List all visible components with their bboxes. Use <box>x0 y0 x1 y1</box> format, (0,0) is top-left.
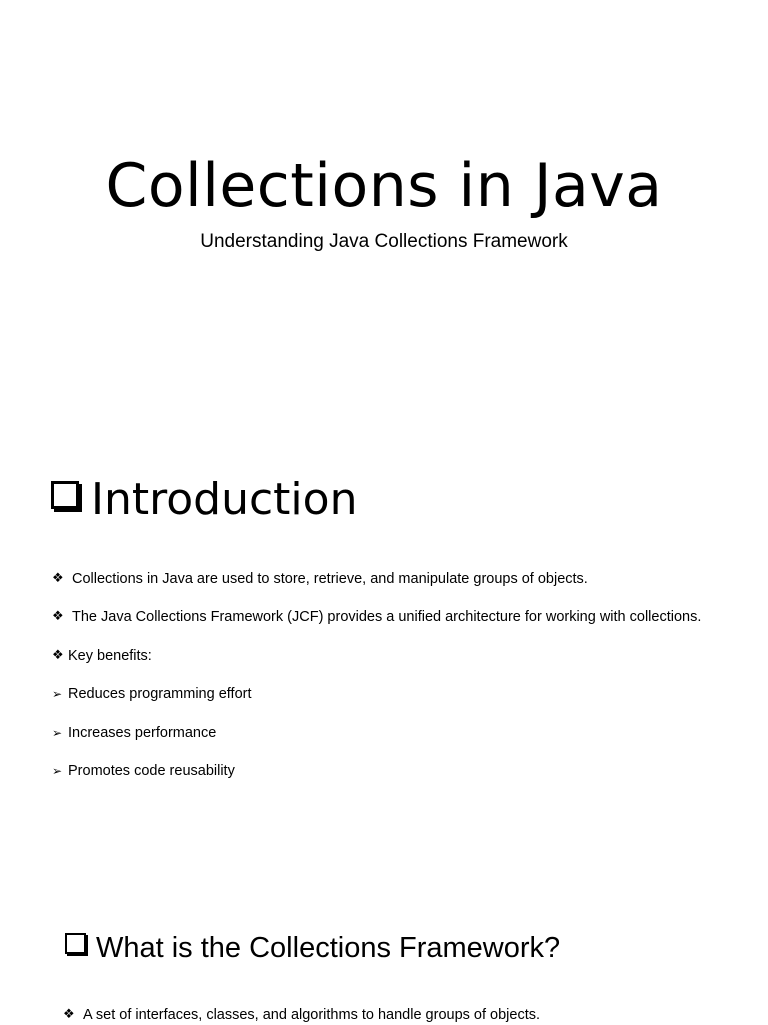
list-item-text: Increases performance <box>68 725 217 741</box>
section-heading-collections-framework <box>65 928 560 968</box>
arrow-bullet-icon: ➢ <box>52 687 63 701</box>
list-item <box>63 1005 540 1025</box>
list-item <box>52 723 216 743</box>
arrow-bullet-icon: ➢ <box>52 764 63 778</box>
list-item-text: Collections in Java are used to store, retrieve, and manipulate groups of objects. <box>72 571 588 587</box>
section-heading-introduction <box>51 474 357 526</box>
arrow-bullet-icon: ➢ <box>52 726 63 740</box>
section-heading-text: What is the Collections Framework? <box>96 932 561 964</box>
list-item-text: The Java Collections Framework (JCF) provides a unified architecture for working with collections. <box>72 609 702 625</box>
section-heading-text: Introduction <box>91 474 358 525</box>
checkbox-bullet-icon <box>51 481 79 509</box>
diamond-bullet-icon: ❖ <box>52 571 64 586</box>
slide-title: Collections in Java <box>105 151 663 221</box>
list-item-text: Reduces programming effort <box>68 686 252 702</box>
diamond-bullet-icon: ❖ <box>63 1007 75 1022</box>
list-item <box>52 761 235 781</box>
slide-subtitle: Understanding Java Collections Framework <box>200 231 568 252</box>
list-item <box>52 607 701 627</box>
list-item-text: A set of interfaces, classes, and algorithms to handle groups of objects. <box>83 1007 541 1023</box>
diamond-bullet-icon: ❖ <box>52 609 64 624</box>
list-item <box>52 646 152 666</box>
list-item <box>52 569 588 589</box>
diamond-bullet-icon: ❖ <box>52 648 64 663</box>
checkbox-bullet-icon <box>65 933 86 954</box>
list-item <box>52 684 252 704</box>
list-item-text: Key benefits: <box>68 648 152 664</box>
list-item-text: Promotes code reusability <box>68 763 235 779</box>
